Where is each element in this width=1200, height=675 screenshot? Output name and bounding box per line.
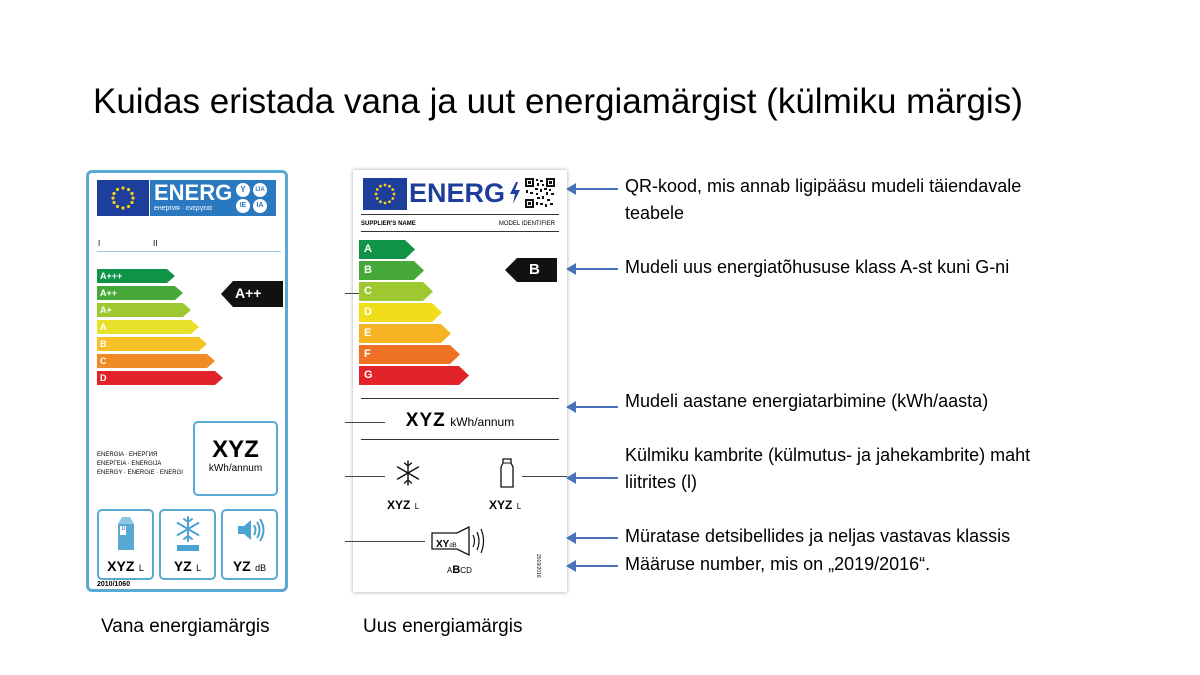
energy-word-line: ENERGY · ENERGIE · ENERGI xyxy=(97,470,183,476)
new-energy-label xyxy=(353,170,567,592)
new-class-label: G xyxy=(364,369,373,381)
milk-carton-icon xyxy=(115,516,137,557)
milk-bottle-icon xyxy=(499,458,515,493)
speaker-icon xyxy=(431,526,491,556)
old-class-bar xyxy=(97,354,215,368)
pointer-line xyxy=(345,422,385,423)
old-rating-value: A++ xyxy=(235,285,262,301)
old-class-label: A+ xyxy=(100,305,112,315)
qr-code-icon xyxy=(525,178,555,208)
energ-wordmark: ENERG xyxy=(154,180,233,205)
old-class-label: B xyxy=(100,339,107,349)
old-fridge-volume: XYZ L xyxy=(107,558,144,574)
new-freezer-volume: XYZ L xyxy=(387,498,420,512)
old-freezer-box xyxy=(159,509,216,580)
new-class-label: B xyxy=(364,264,372,276)
new-class-label: F xyxy=(364,348,371,360)
language-badge: IA xyxy=(253,199,267,213)
language-badge: IE xyxy=(236,199,250,213)
eu-flag-icon xyxy=(97,180,149,216)
annotation-regulation: Määruse number, mis on „2019/2016“. xyxy=(625,554,931,574)
annotation-qr-code: QR-kood, mis annab ligipääsu mudeli täiendavale teabele xyxy=(625,176,1022,223)
new-fridge-volume: XYZ L xyxy=(489,498,522,512)
old-fridge-box xyxy=(97,509,154,580)
new-class-label: D xyxy=(364,306,372,318)
energy-word-line: ENERGIA · ЕНЕРГИЯ xyxy=(97,452,158,458)
energ-banner xyxy=(150,180,276,216)
old-class-bar xyxy=(97,320,199,334)
energy-words xyxy=(97,451,183,478)
new-noise-class: ABCD xyxy=(447,564,472,576)
new-label-caption: Uus energiamärgis xyxy=(363,616,523,637)
new-class-bar xyxy=(359,303,442,322)
old-noise-box xyxy=(221,509,278,580)
new-consumption-unit: kWh/annum xyxy=(450,415,515,429)
new-class-bar xyxy=(359,261,424,280)
old-freezer-volume: YZ L xyxy=(173,558,202,574)
supplier-divider xyxy=(361,231,559,232)
energ-subtitle: енергия · ενεργεια xyxy=(154,205,212,212)
annotation-energy-class: Mudeli uus energiatõhususe klass A-st kuni G-ni xyxy=(625,257,1010,277)
old-consumption-value: XYZ xyxy=(212,436,259,463)
model-identifier: MODEL IDENTIFIER xyxy=(498,221,555,227)
snowflake-icon xyxy=(395,460,421,491)
pointer-line xyxy=(345,293,359,294)
eu-flag-icon xyxy=(363,178,407,210)
model-marker: II xyxy=(153,239,158,248)
new-class-label: E xyxy=(364,327,372,339)
old-class-label: A xyxy=(100,322,107,332)
star-rating-icon xyxy=(177,545,199,551)
old-class-bar xyxy=(97,269,175,283)
new-class-bar xyxy=(359,240,415,259)
pointer-line xyxy=(522,476,567,477)
old-class-label: A++ xyxy=(100,288,118,298)
old-class-label: D xyxy=(100,373,107,383)
energy-word-line: ΕΝΕΡΓΕΙΑ · ENERGIJA xyxy=(97,461,162,467)
new-consumption-value: XYZ xyxy=(405,410,446,431)
old-class-bar xyxy=(97,303,191,317)
lightning-icon xyxy=(509,182,521,209)
new-class-bar xyxy=(359,324,451,343)
new-consumption xyxy=(353,410,567,432)
new-class-bar xyxy=(359,282,433,301)
new-rating-arrow xyxy=(505,258,557,282)
scale-divider xyxy=(361,398,559,399)
annotation-noise: Müratase detsibellides ja neljas vastavas klassis xyxy=(625,526,1011,546)
old-regulation-number: 2010/1060 xyxy=(97,581,131,588)
energ-wordmark: ENERG xyxy=(409,176,521,210)
old-class-bar xyxy=(97,371,223,385)
new-regulation-number: 2019/2016 xyxy=(535,554,541,578)
old-rating-arrow xyxy=(221,281,283,307)
old-class-bar xyxy=(97,286,183,300)
old-label-caption: Vana energiamärgis xyxy=(101,616,270,637)
page-title: Kuidas eristada vana ja uut energiamärgist (külmiku märgis) xyxy=(93,82,1023,121)
old-energy-label xyxy=(86,170,288,592)
annotation-consumption: Mudeli aastane energiatarbimine (kWh/aasta) xyxy=(625,391,989,411)
pointer-line xyxy=(345,476,385,477)
supplier-name: SUPPLIER'S NAME xyxy=(361,221,416,227)
new-class-label: C xyxy=(364,285,372,297)
new-noise-level: XYdB xyxy=(436,539,457,550)
consumption-divider xyxy=(361,439,559,440)
new-class-bar xyxy=(359,345,460,364)
old-class-label: A+++ xyxy=(100,271,123,281)
old-class-bar xyxy=(97,337,207,351)
pointer-line xyxy=(345,541,425,542)
new-class-label: A xyxy=(364,243,372,255)
speaker-icon xyxy=(236,517,266,548)
snowflake-icon xyxy=(175,516,201,547)
old-consumption-box xyxy=(193,421,278,496)
milk-carton-size: 1l xyxy=(121,526,125,532)
annotation-volume: Külmiku kambrite (külmutus- ja jahekambrite) maht liitrites (l) xyxy=(625,445,1031,492)
old-class-label: C xyxy=(100,356,107,366)
new-rating-value: B xyxy=(529,261,540,278)
header-divider xyxy=(361,214,559,215)
header-divider xyxy=(97,251,281,252)
language-badge: Y xyxy=(236,183,250,197)
language-badge: IJA xyxy=(253,183,267,197)
old-consumption-unit: kWh/annum xyxy=(208,463,263,474)
supplier-marker: I xyxy=(98,239,101,248)
old-noise-level: YZ dB xyxy=(232,558,267,574)
new-class-bar xyxy=(359,366,469,385)
